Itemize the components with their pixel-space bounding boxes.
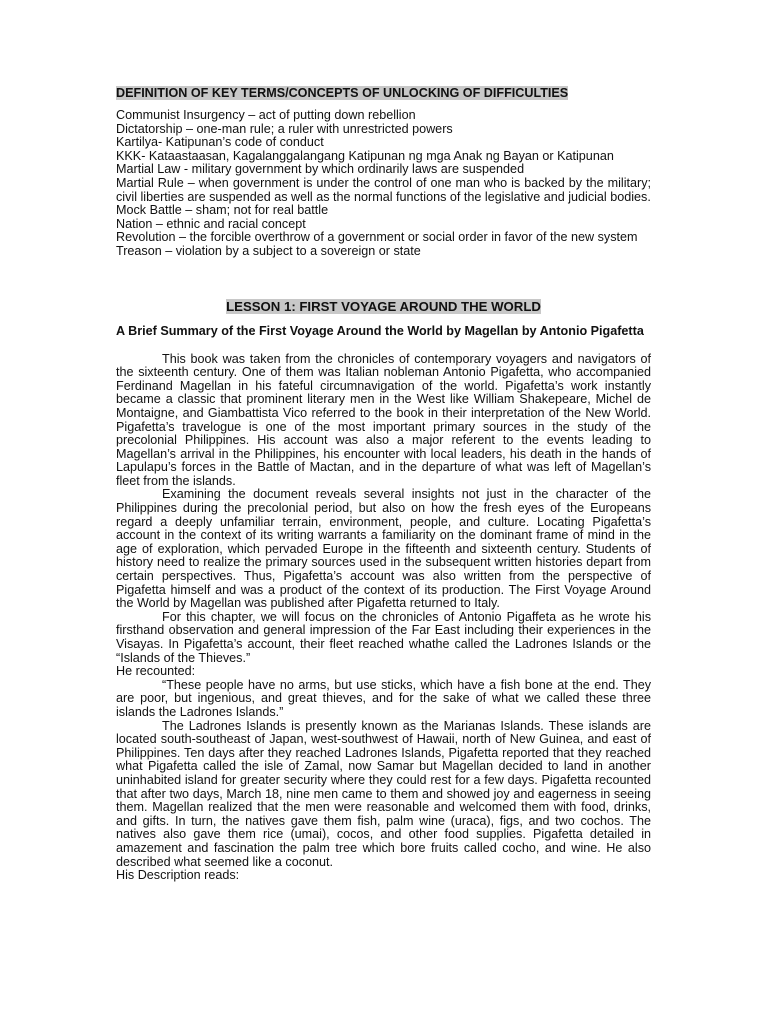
definition-item: Dictatorship – one-man rule; a ruler with unrestricted powers — [116, 121, 453, 136]
document-page — [116, 86, 651, 883]
body-paragraph: He recounted: — [116, 664, 196, 679]
definition-item: Kartilya- Katipunan’s code of conduct — [116, 135, 324, 150]
body-paragraph: His Description reads: — [116, 868, 240, 883]
body-paragraph: For this chapter, we will focus on the chronicles of Antonio Pigaffeta as he wrote his firsthand observation and general impression of the Far East including their experiences in the Visayas. In Pigafetta’s account, their fleet reached whathe called the Ladrones Islands or the “Islands of the Thieves.” — [116, 609, 651, 665]
definitions-list — [116, 109, 651, 259]
body-paragraph: The Ladrones Islands is presently known as the Marianas Islands. These islands are located south-southeast of Japan, west-southwest of Hawaii, north of New Guinea, and east of Philippines. Ten days after they reached Ladrones Islands, Pigafetta reported that they reached what Pigafetta called the isle of Zamal, now Samar but Magellan decided to land in another uninhabited island for greater security where they could rest for a few days. Pigafetta recounted that after two days, March 18, nine men came to them and showed joy and eagerness in seeing them. Magellan realized that the men were reasonable and welcomed them with food, drinks, and gifts. In turn, the natives gave them fish, palm wine (uraca), figs, and two cochos. The natives also gave them rice (umai), cocos, and other food supplies. Pigafetta detailed in amazement and fascination the palm tree which bore fruits called cocho, and wine. He also described what seemed like a coconut. — [116, 718, 651, 869]
definitions-heading — [116, 86, 651, 101]
definition-item: Treason – violation by a subject to a sovereign or state — [116, 243, 421, 258]
definitions-heading-text: DEFINITION OF KEY TERMS/CONCEPTS OF UNLOCKING OF DIFFICULTIES — [116, 86, 569, 100]
definition-item: Mock Battle – sham; not for real battle — [116, 203, 329, 218]
lesson-title — [116, 299, 651, 314]
lesson-subtitle: A Brief Summary of the First Voyage Around the World by Magellan by Antonio Pigafetta — [116, 323, 644, 338]
definition-item: Communist Insurgency – act of putting down rebellion — [116, 108, 416, 122]
body-paragraph: Examining the document reveals several insights not just in the character of the Philippines during the precolonial period, but also on how the fresh eyes of the Europeans regard a deeply unfamiliar terrain, environment, people, and culture. Locating Pigafetta’s account in the context of its writing warrants a familiarity on the dominant frame of mind in the age of exploration, which pervaded Europe in the fifteenth and sixteenth century. Students of history need to realize the primary sources used in the subsequent written histories depart from certain perspectives. Thus, Pigafetta’s account was also written from the perspective of Pigafetta himself and was a product of the context of its production. The First Voyage Around the World by Magellan was published after Pigafetta returned to Italy. — [116, 487, 651, 611]
lesson-title-text: LESSON 1: FIRST VOYAGE AROUND THE WORLD — [226, 298, 541, 314]
quote-paragraph: “These people have no arms, but use sticks, which have a fish bone at the end. They are poor, but ingenious, and great thieves, and for the sake of what we called these three islands the Ladrones Islands.” — [116, 677, 651, 719]
body-paragraph: This book was taken from the chronicles of contemporary voyagers and navigators of the sixteenth century. One of them was Italian nobleman Antonio Pigafetta, who accompanied Ferdinand Magellan in his fateful circumnavigation of the world. Pigafetta’s work instantly became a classic that prominent literary men in the West like William Shakepeare, Michel de Montaigne, and Giambattista Vico referred to the book in their interpretation of the New World. Pigafetta’s travelogue is one of the most important primary sources in the study of the precolonial Philippines. His account was also a major referent to the events leading to Magellan’s arrival in the Philippines, his encounter with local leaders, his death in the hands of Lapulapu’s forces in the Battle of Mactan, and in the departure of what was left of Magellan’s fleet from the islands. — [116, 351, 651, 488]
definition-item: KKK- Kataastaasan, Kagalanggalangang Katipunan ng mga Anak ng Bayan or Katipunan — [116, 148, 614, 163]
definition-item: Nation – ethnic and racial concept — [116, 216, 306, 231]
lesson-body — [116, 353, 651, 883]
definition-item: Martial Law - military government by which ordinarily laws are suspended — [116, 162, 525, 177]
definition-item: Revolution – the forcible overthrow of a government or social order in favor of the new system — [116, 230, 638, 245]
definition-item: Martial Rule – when government is under the control of one man who is backed by the military; civil liberties are suspended as well as the normal functions of the legislative and judicial bodies. — [116, 175, 651, 204]
